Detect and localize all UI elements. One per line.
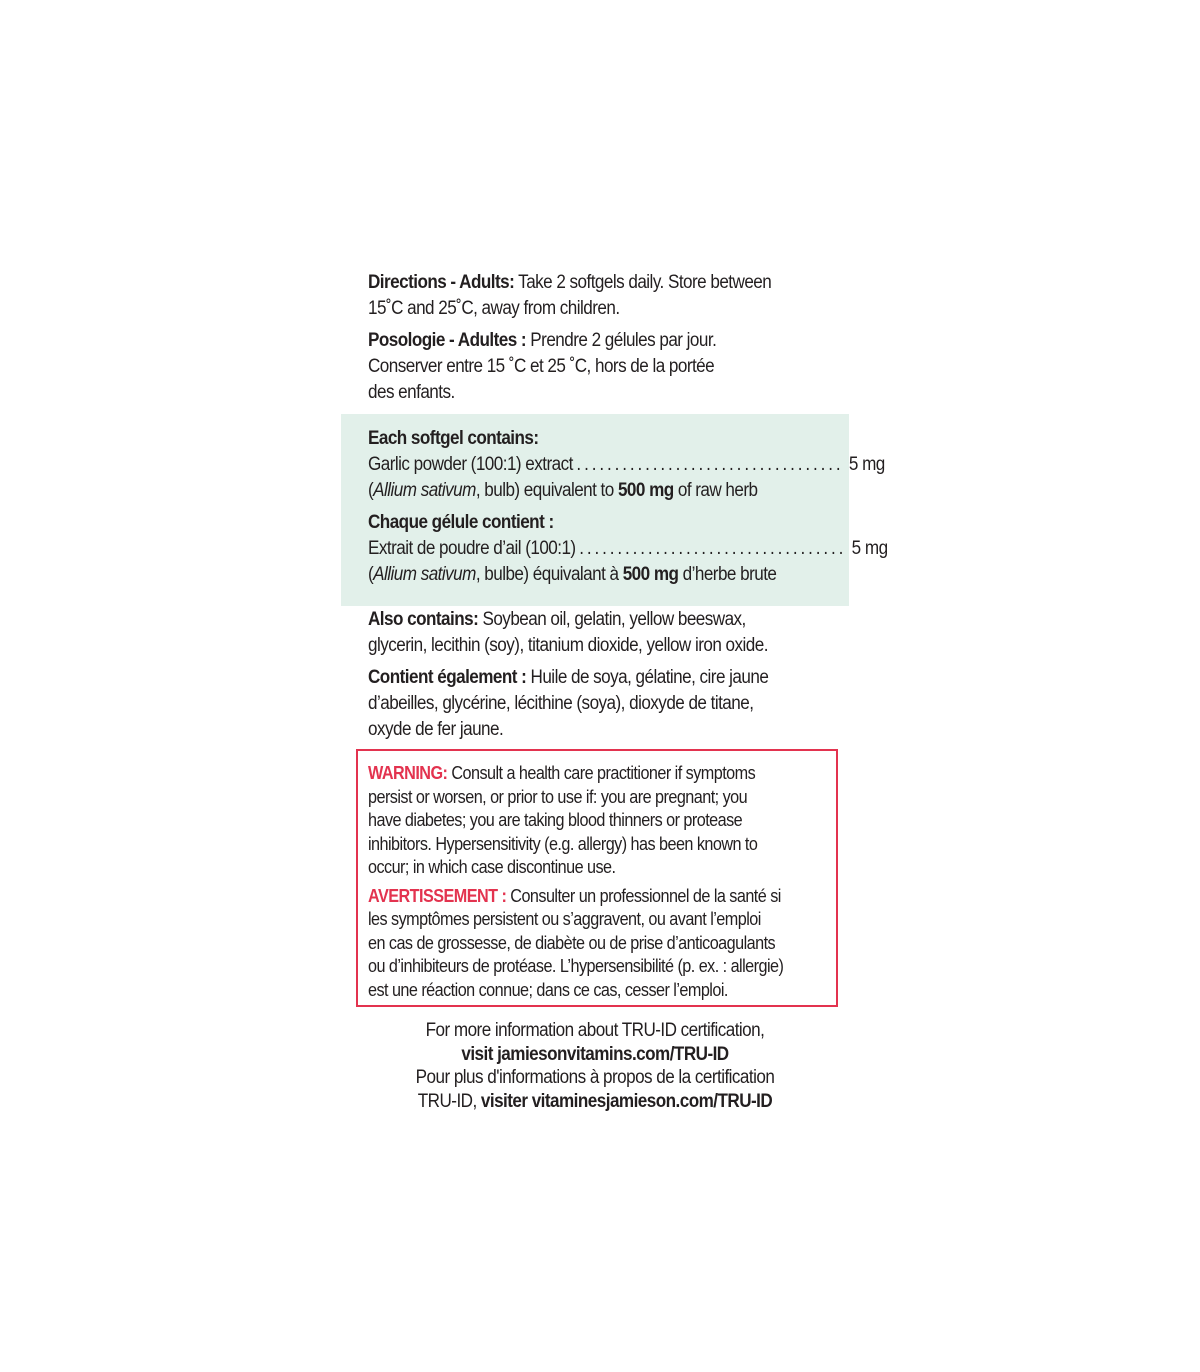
leader-dots-fr: ...................................	[579, 538, 847, 559]
also-contains-fr-line-3: oxyde de fer jaune.	[368, 719, 504, 740]
footer-link-fr[interactable]: visiter vitaminesjamieson.com/TRU-ID	[480, 1090, 773, 1112]
leader-dots-en: ...................................	[576, 454, 844, 475]
directions-fr-heading: Posologie - Adultes :	[368, 330, 527, 351]
warning-text	[368, 762, 836, 1002]
ingredient-row-fr	[368, 536, 888, 562]
warning-fr-line-5: est une réaction connue; dans ce cas, cesser l’emploi.	[368, 979, 728, 1000]
warning-box	[356, 749, 838, 1007]
warning-en-line-5: occur; in which case discontinue use.	[368, 857, 616, 877]
directions-fr-line-1: Posologie - Adultes : Prendre 2 gélules par jour.	[368, 330, 717, 351]
warning-en-heading: WARNING:	[368, 763, 448, 783]
footer-line-2	[366, 1043, 823, 1067]
also-contains-en-line-2: glycerin, lecithin (soy), titanium dioxide, yellow iron oxide.	[368, 635, 768, 656]
footer-line-3: Pour plus d'informations à propos de la certification	[415, 1067, 775, 1088]
ingredient-row-en	[368, 452, 885, 478]
warning-fr-line-2: les symptômes persistent ou s’aggravent, ou avant l’emploi	[368, 909, 761, 929]
footer-line-4: TRU-ID, visiter vitaminesjamieson.com/TRU-ID	[417, 1090, 773, 1112]
footer-link-en[interactable]: visit jamiesonvitamins.com/TRU-ID	[461, 1043, 729, 1065]
warning-en-line-1: WARNING: Consult a health care practitioner if symptoms	[368, 763, 756, 783]
tru-id-footer	[341, 1019, 849, 1113]
ingredient-name-en: Garlic powder (100:1) extract	[368, 454, 573, 475]
warning-en-line-3: have diabetes; you are taking blood thinners or protease	[368, 810, 743, 830]
warning-fr-heading: AVERTISSEMENT :	[368, 885, 507, 906]
ingredient-amount-fr: 5 mg	[851, 538, 888, 559]
also-contains-en-line-1: Also contains: Soybean oil, gelatin, yellow beeswax,	[368, 609, 746, 630]
ingredients-en-heading: Each softgel contains:	[368, 428, 539, 449]
medicinal-ingredients-section	[368, 426, 888, 588]
ingredient-source-en: (Allium sativum, bulb) equivalent to 500 mg of raw herb	[368, 480, 758, 501]
also-contains-en-heading: Also contains:	[368, 609, 479, 630]
ingredient-name-fr: Extrait de poudre d’ail (100:1)	[368, 538, 576, 559]
warning-fr-line-3: en cas de grossesse, de diabète ou de prise d’anticoagulants	[368, 932, 776, 953]
directions-en-line-1: Directions - Adults: Take 2 softgels daily. Store between	[368, 272, 772, 293]
ingredients-fr-heading: Chaque gélule contient :	[368, 512, 554, 533]
warning-fr-line-1: AVERTISSEMENT : Consulter un professionnel de la santé si	[368, 885, 781, 906]
directions-fr-line-3: des enfants.	[368, 382, 455, 403]
ingredient-source-fr: (Allium sativum, bulbe) équivalant à 500 mg d’herbe brute	[368, 564, 777, 585]
also-contains-fr-line-1: Contient également : Huile de soya, gélatine, cire jaune	[368, 667, 769, 688]
warning-en-line-4: inhibitors. Hypersensitivity (e.g. allergy) has been known to	[368, 833, 758, 854]
footer-line-1: For more information about TRU-ID certification,	[425, 1020, 765, 1041]
directions-en-heading: Directions - Adults:	[368, 272, 515, 293]
directions-fr-line-2: Conserver entre 15 ˚C et 25 ˚C, hors de la portée	[368, 356, 715, 377]
product-label	[341, 0, 888, 1372]
warning-en-line-2: persist or worsen, or prior to use if: you are pregnant; you	[368, 786, 748, 807]
ingredient-amount-en: 5 mg	[848, 454, 885, 475]
directions-section	[368, 270, 836, 406]
directions-en-line-2: 15˚C and 25˚C, away from children.	[368, 298, 620, 319]
warning-fr-line-4: ou d’inhibiteurs de protéase. L’hypersensibilité (p. ex. : allergie)	[368, 956, 784, 976]
also-contains-fr-heading: Contient également :	[368, 667, 527, 688]
non-medicinal-ingredients-section	[368, 607, 836, 743]
also-contains-fr-line-2: d’abeilles, glycérine, lécithine (soya), dioxyde de titane,	[368, 693, 754, 714]
